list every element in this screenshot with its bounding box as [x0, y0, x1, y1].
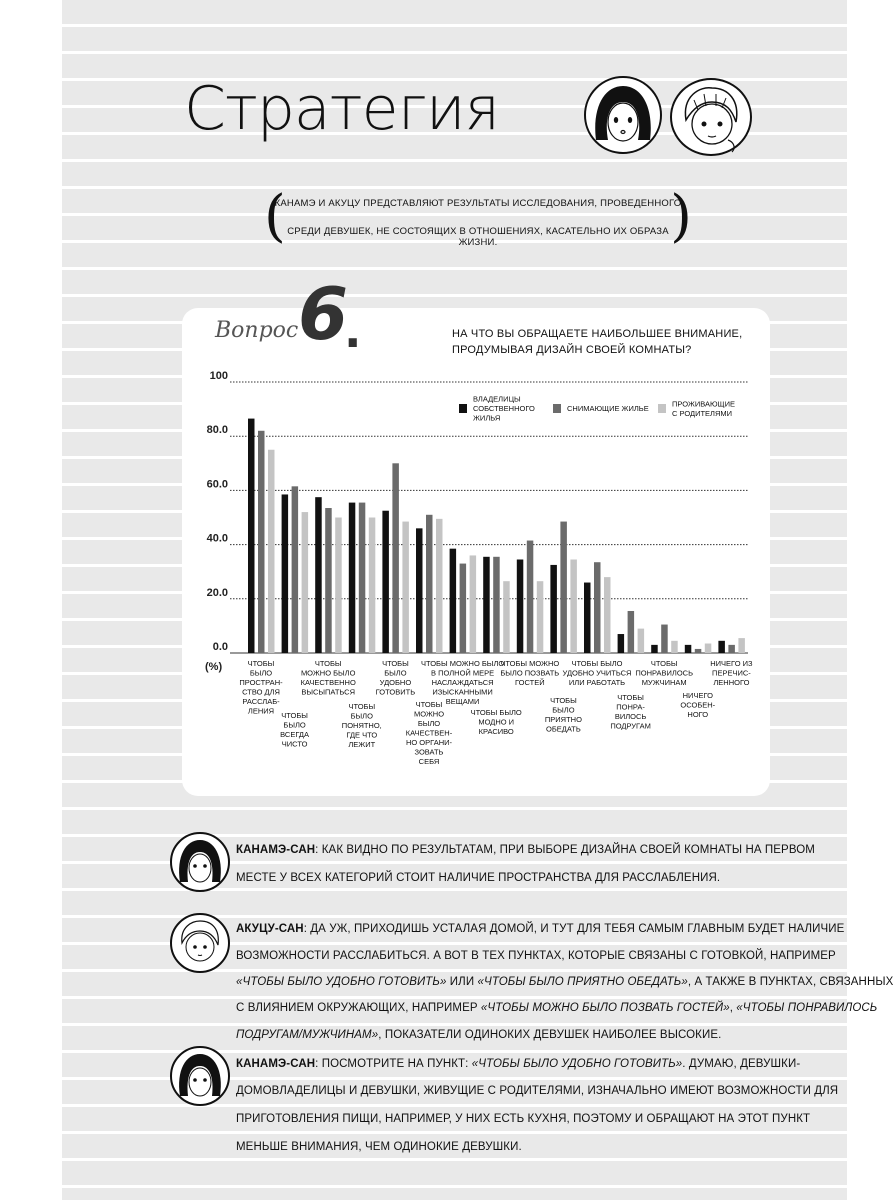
x-category-label: ЧТОБЫ БЫЛО ПРОСТРАН-СТВО ДЛЯ РАССЛАБ-ЛЕНИЯ [239, 659, 283, 716]
dialog-text: МЕНЬШЕ ВНИМАНИЯ, ЧЕМ ОДИНОКИЕ ДЕВУШКИ. [236, 1141, 522, 1153]
dialog-line [236, 872, 720, 884]
dialog-text: ДОМОВЛАДЕЛИЦЫ И ДЕВУШКИ, ЖИВУЩИЕ С РОДИТЕЛЯМИ, ИЗНАЧАЛЬНО ИМЕЮТ ВОЗМОЖНОСТИ ДЛЯ [236, 1085, 839, 1097]
x-category-label: ЧТОБЫ МОЖНО БЫЛО В ПОЛНОЙ МЕРЕ НАСЛАЖДАТЬСЯ ИЗЫСКАННЫМИ ВЕЩАМИ [420, 659, 505, 706]
legend-label: ВЛАДЕЛИЦЫ СОБСТВЕННОГО ЖИЛЬЯ [473, 394, 535, 423]
intro-line-1: КАНАМЭ И АКУЦУ ПРЕДСТАВЛЯЮТ РЕЗУЛЬТАТЫ ИССЛЕДОВАНИЯ, ПРОВЕДЕННОГО [274, 198, 682, 209]
kaname-speaker-avatar-2 [170, 1046, 230, 1106]
chart-bar [550, 565, 557, 653]
dialog-text: «ЧТОБЫ МОЖНО БЫЛО ПОЗВАТЬ ГОСТЕЙ» [480, 1002, 730, 1014]
legend-swatch [553, 404, 561, 413]
speaker-name: КАНАМЭ-САН [236, 1058, 316, 1070]
dialog-text: , А ТАКЖЕ В ПУНКТАХ, СВЯЗАННЫХ [687, 976, 893, 988]
chart-bar [315, 497, 322, 653]
chart-bar [728, 645, 735, 653]
chart-bar [450, 549, 457, 653]
speaker-name: АКУЦУ-САН [236, 923, 304, 935]
chart-bar [584, 583, 591, 653]
dialog-line [236, 844, 815, 856]
chart-bar [335, 518, 342, 654]
y-tick-label: 80.0 [206, 424, 228, 437]
chart-bar [483, 557, 490, 653]
chart-bar [661, 625, 668, 653]
legend-label: ПРОЖИВАЮЩИЕ С РОДИТЕЛЯМИ [672, 399, 735, 418]
legend-swatch [459, 404, 467, 413]
chart-bar [685, 645, 692, 653]
chart-bar [570, 560, 577, 653]
dialog-text: : ДА УЖ, ПРИХОДИШЬ УСТАЛАЯ ДОМОЙ, И ТУТ ДЛЯ ТЕБЯ САМЫМ ГЛАВНЫМ БУДЕТ НАЛИЧИЕ [303, 923, 845, 935]
dialog-line [236, 950, 836, 962]
dialog-text: «ЧТОБЫ БЫЛО УДОБНО ГОТОВИТЬ» [236, 976, 447, 988]
question-text-line-2: ПРОДУМЫВАЯ ДИЗАЙН СВОЕЙ КОМНАТЫ? [452, 344, 692, 356]
chart-bar [436, 519, 443, 653]
chart-bar [268, 450, 275, 653]
chart-bar [527, 541, 534, 653]
left-bracket: ( [264, 184, 286, 249]
chart-bar [248, 419, 255, 653]
question-number: 6 [298, 272, 349, 356]
y-tick-label: 20.0 [206, 586, 228, 599]
chart-bar [258, 431, 265, 653]
x-category-label: ЧТОБЫ БЫЛО ПОНЯТНО, ГДЕ ЧТО ЛЕЖИТ [341, 702, 382, 749]
chart-bar [325, 508, 332, 653]
chart-bar [738, 638, 745, 653]
dialog-line [236, 1002, 877, 1014]
intro-line-2: СРЕДИ ДЕВУШЕК, НЕ СОСТОЯЩИХ В ОТНОШЕНИЯХ, КАСАТЕЛЬНО ИХ ОБРАЗА ЖИЗНИ. [287, 226, 669, 248]
chart-bar [718, 641, 725, 653]
y-tick-label: 100 [209, 370, 228, 382]
y-tick-label: 60.0 [206, 478, 228, 491]
question-text-line-1: НА ЧТО ВЫ ОБРАЩАЕТЕ НАИБОЛЬШЕЕ ВНИМАНИЕ, [452, 328, 743, 340]
dialog-line [236, 1085, 838, 1097]
chart-bar [392, 463, 399, 653]
chart-bar [695, 649, 702, 653]
chart-bar [302, 512, 309, 653]
chart-bar [493, 557, 500, 653]
x-category-label: ЧТОБЫ ПОНРАВИЛОСЬ МУЖЧИНАМ [635, 659, 694, 687]
chart-bar [705, 644, 712, 653]
question-label: Вопрос [215, 318, 299, 343]
dialog-line [236, 1058, 800, 1070]
speaker-name: КАНАМЭ-САН [236, 844, 316, 856]
x-category-label: ЧТОБЫ БЫЛО УДОБНО УЧИТЬСЯ ИЛИ РАБОТАТЬ [562, 659, 632, 687]
chart-bar [604, 577, 611, 653]
legend-label: СНИМАЮЩИЕ ЖИЛЬЕ [567, 404, 649, 413]
chart-bar [282, 494, 289, 653]
kaname-speaker-avatar [170, 832, 230, 892]
chart-bar [426, 515, 433, 653]
chart-bar [628, 611, 635, 653]
dialog-text: ПРИГОТОВЛЕНИЯ ПИЩИ, НАПРИМЕР, У НИХ ЕСТЬ КУХНЯ, ПОЭТОМУ И ОБРАЩАЮТ НА ЭТОТ ПУНКТ [236, 1113, 811, 1125]
dialog-text: , ПОКАЗАТЕЛИ ОДИНОКИХ ДЕВУШЕК НАИБОЛЕЕ ВЫСОКИЕ. [378, 1029, 722, 1041]
chart-bar [537, 581, 544, 653]
dialog-text: «ЧТОБЫ БЫЛО ПРИЯТНО ОБЕДАТЬ» [477, 976, 688, 988]
x-category-label: НИЧЕГО ИЗ ПЕРЕЧИС-ЛЕННОГО [710, 659, 753, 687]
y-tick-label: 40.0 [206, 532, 228, 545]
y-tick-label: 0.0 [212, 641, 228, 653]
chart-bar [517, 560, 524, 653]
x-category-label: ЧТОБЫ МОЖНО БЫЛО КАЧЕСТВЕН-НО ОРГАНИ-ЗОВАТЬ СЕБЯ [405, 700, 453, 766]
dialog-text: : КАК ВИДНО ПО РЕЗУЛЬТАТАМ, ПРИ ВЫБОРЕ ДИЗАЙНА СВОЕЙ КОМНАТЫ НА ПЕРВОМ [315, 844, 815, 856]
dialog-text: «ЧТОБЫ ПОНРАВИЛОСЬ [736, 1002, 878, 1014]
dialog-text: ИЛИ [446, 976, 478, 988]
chart-bar [349, 503, 356, 653]
akutsu-speaker-avatar [170, 913, 230, 973]
chart-bar [359, 503, 366, 653]
x-category-label: ЧТОБЫ ПОНРА-ВИЛОСЬ ПОДРУГАМ [610, 693, 651, 731]
dialog-text: , [729, 1002, 737, 1014]
chart-bar [382, 511, 389, 653]
dialog-line [236, 1141, 522, 1153]
dialog-text: : ПОСМОТРИТЕ НА ПУНКТ: [315, 1058, 472, 1070]
x-category-label: ЧТОБЫ БЫЛО МОДНО И КРАСИВО [470, 708, 522, 736]
chart-bar [638, 629, 645, 653]
dialog-line [236, 976, 893, 988]
chart-bar [560, 522, 567, 653]
dialog-line [236, 1113, 810, 1125]
dialog-text: МЕСТЕ У ВСЕХ КАТЕГОРИЙ СТОИТ НАЛИЧИЕ ПРОСТРАНСТВА ДЛЯ РАССЛАБЛЕНИЯ. [236, 872, 721, 884]
chart-bar [651, 645, 658, 653]
chart-bar [594, 562, 601, 653]
chart-bar [416, 528, 423, 653]
dialog-text: . ДУМАЮ, ДЕВУШКИ- [682, 1058, 801, 1070]
y-axis-unit: (%) [205, 661, 223, 673]
chart-bar [369, 518, 376, 654]
chart-bar [402, 522, 409, 653]
dialog-text: ВОЗМОЖНОСТИ РАССЛАБИТЬСЯ. А ВОТ В ТЕХ ПУНКТАХ, КОТОРЫЕ СВЯЗАНЫ С ГОТОВКОЙ, НАПРИМЕР [236, 950, 836, 962]
x-category-label: НИЧЕГО ОСОБЕН-НОГО [680, 691, 716, 719]
dialog-text: ПОДРУГАМ/МУЖЧИНАМ» [236, 1029, 379, 1041]
page-title: Стратегия [184, 74, 500, 144]
chart-bar [671, 641, 678, 653]
x-category-label: ЧТОБЫ МОЖНО БЫЛО ПОЗВАТЬ ГОСТЕЙ [500, 659, 560, 687]
dialog-line [236, 923, 844, 935]
chart-bar [460, 564, 467, 653]
x-category-label: ЧТОБЫ БЫЛО УДОБНО ГОТОВИТЬ [375, 659, 416, 697]
chart-bar [470, 555, 477, 653]
dialog-text: «ЧТОБЫ БЫЛО УДОБНО ГОТОВИТЬ» [471, 1058, 683, 1070]
legend-swatch [658, 404, 666, 413]
chart-bar [292, 486, 299, 653]
x-category-label: ЧТОБЫ БЫЛО ВСЕГДА ЧИСТО [280, 711, 310, 749]
x-category-label: ЧТОБЫ БЫЛО ПРИЯТНО ОБЕДАТЬ [544, 696, 582, 734]
dialog-line [236, 1029, 721, 1041]
right-bracket: ) [670, 184, 692, 249]
chart-bar [618, 634, 625, 653]
question-number-dot: . [344, 304, 362, 358]
x-category-label: ЧТОБЫ МОЖНО БЫЛО КАЧЕСТВЕННО ВЫСЫПАТЬСЯ [300, 659, 356, 697]
chart-bar [503, 581, 510, 653]
dialog-text: С ВЛИЯНИЕМ ОКРУЖАЮЩИХ, НАПРИМЕР [236, 1002, 481, 1014]
